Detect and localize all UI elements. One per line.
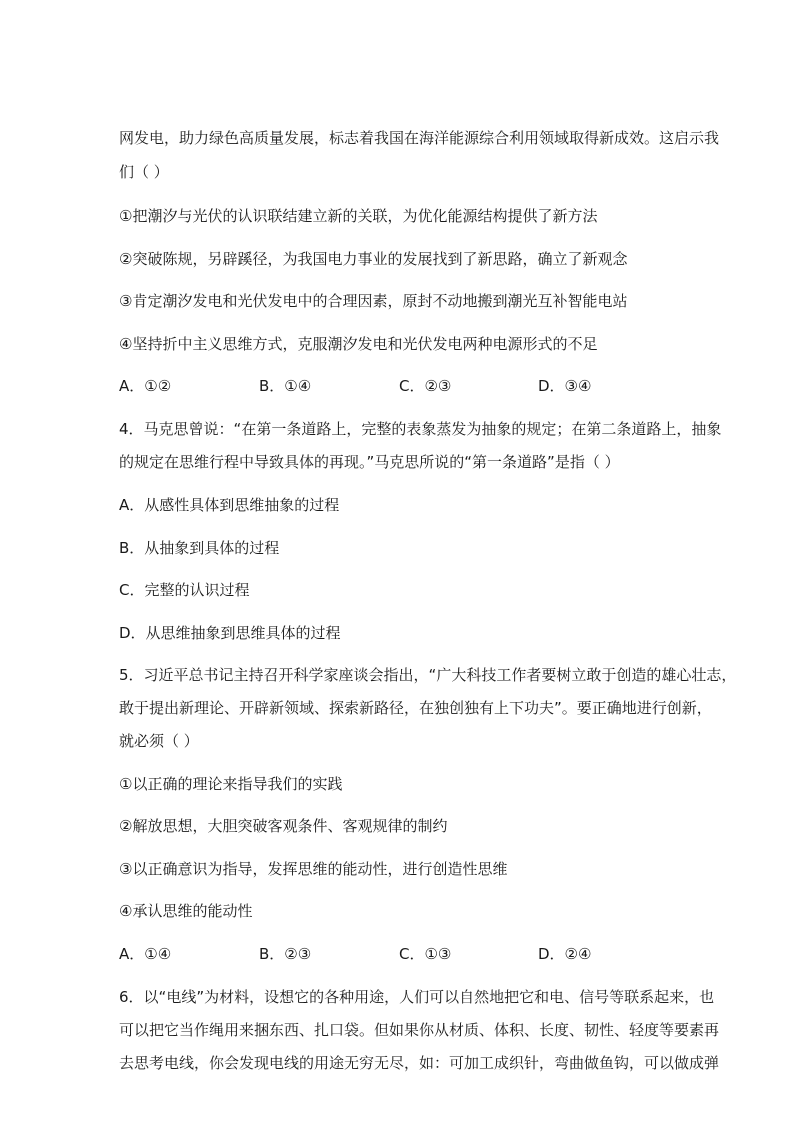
q4-stem-line-2: 的规定在思维行程中导致具体的再现。”马克思所说的“第一条道路”是指（ ） (119, 453, 620, 471)
q4-option-d: D．从思维抽象到思维具体的过程 (119, 624, 341, 642)
q5-stem-line-3: 就必须（ ） (119, 732, 199, 750)
q5-statement-4: ④承认思维的能动性 (119, 902, 253, 920)
q5-option-c: C．①③ (399, 945, 452, 963)
q6-stem-line-1: 6．以“电线”为材料，设想它的各种用途，人们可以自然地把它和电、信号等联系起来，也 (119, 988, 715, 1006)
q3-option-b: B．①④ (259, 377, 312, 395)
q5-option-d: D．②④ (538, 945, 592, 963)
q5-option-b: B．②③ (259, 945, 312, 963)
q6-stem-line-2: 可以把它当作绳用来捆东西、扎口袋。但如果你从材质、体积、长度、韧性、轻度等要素再 (119, 1021, 720, 1039)
q5-stem-line-1: 5．习近平总书记主持召开科学家座谈会指出，“广大科技工作者要树立敢于创造的雄心壮志， (119, 666, 737, 684)
q3-statement-4: ④坚持折中主义思维方式，克服潮汐发电和光伏发电两种电源形式的不足 (119, 335, 598, 353)
q3-option-c: C．②③ (399, 377, 452, 395)
q4-option-c: C．完整的认识过程 (119, 581, 250, 599)
q3-option-a: A．①② (119, 377, 172, 395)
q3-stem-line-1: 网发电，助力绿色高质量发展，标志着我国在海洋能源综合利用领域取得新成效。这启示我 (119, 129, 720, 147)
q6-stem-line-3: 去思考电线，你会发现电线的用途无穷无尽，如：可加工成织针，弯曲做鱼钩，可以做成弹 (119, 1054, 720, 1072)
q4-stem-line-1: 4．马克思曾说：“在第一条道路上，完整的表象蒸发为抽象的规定；在第二条道路上，抽象 (119, 420, 722, 438)
q4-option-b: B．从抽象到具体的过程 (119, 539, 280, 557)
q5-option-a: A．①④ (119, 945, 172, 963)
q3-statement-2: ②突破陈规，另辟蹊径，为我国电力事业的发展找到了新思路，确立了新观念 (119, 250, 628, 268)
q3-option-d: D．③④ (538, 377, 592, 395)
q5-stem-line-2: 敢于提出新理论、开辟新领域、探索新路径，在独创独有上下功夫”。要正确地进行创新， (119, 699, 712, 717)
q5-statement-3: ③以正确意识为指导，发挥思维的能动性，进行创造性思维 (119, 860, 508, 878)
q3-statement-1: ①把潮汐与光伏的认识联结建立新的关联，为优化能源结构提供了新方法 (119, 207, 598, 225)
q5-statement-2: ②解放思想，大胆突破客观条件、客观规律的制约 (119, 817, 448, 835)
q5-statement-1: ①以正确的理论来指导我们的实践 (119, 775, 343, 793)
q3-stem-line-2: 们（ ） (119, 163, 169, 181)
q4-option-a: A．从感性具体到思维抽象的过程 (119, 496, 340, 514)
q3-statement-3: ③肯定潮汐发电和光伏发电中的合理因素，原封不动地搬到潮光互补智能电站 (119, 292, 628, 310)
